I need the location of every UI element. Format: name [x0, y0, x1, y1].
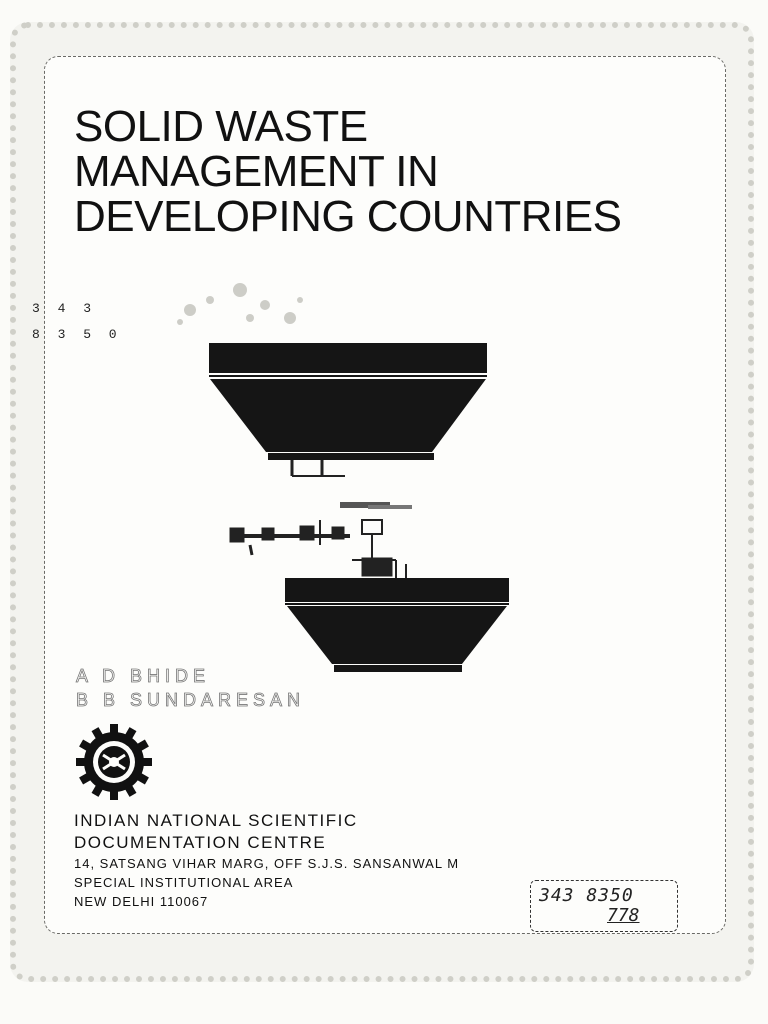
publisher-address-line-3: NEW DELHI 110067: [74, 894, 209, 909]
author-1: A D BHIDE: [76, 666, 211, 686]
publisher-address-line-2: SPECIAL INSTITUTIONAL AREA: [74, 875, 294, 890]
title-line-3: DEVELOPING COUNTRIES: [74, 192, 622, 241]
authors: [76, 664, 305, 712]
handwritten-call-number: [530, 880, 678, 932]
catalog-line-2: 8 3 5 0: [32, 327, 122, 342]
author-2: B B SUNDARESAN: [76, 690, 306, 710]
gear-emblem-icon: [76, 724, 152, 800]
pipe-assembly: [230, 502, 412, 580]
publisher-name-line-2: DOCUMENTATION CENTRE: [74, 833, 327, 852]
publisher-name-line-1: INDIAN NATIONAL SCIENTIFIC: [74, 811, 358, 830]
call-number-line-2: 778: [607, 905, 640, 926]
publisher-block: [74, 810, 459, 911]
upper-hopper: [209, 343, 487, 476]
publisher-address-line-1: 14, SATSANG VIHAR MARG, OFF S.J.S. SANSANWAL M: [74, 856, 460, 871]
call-number-line-1: 343 8350: [539, 885, 634, 906]
title-line-2: MANAGEMENT IN: [74, 147, 439, 196]
title-line-1: SOLID WASTE: [74, 102, 368, 151]
lower-hopper: [285, 578, 509, 672]
catalog-line-1: 3 4 3: [32, 301, 97, 316]
